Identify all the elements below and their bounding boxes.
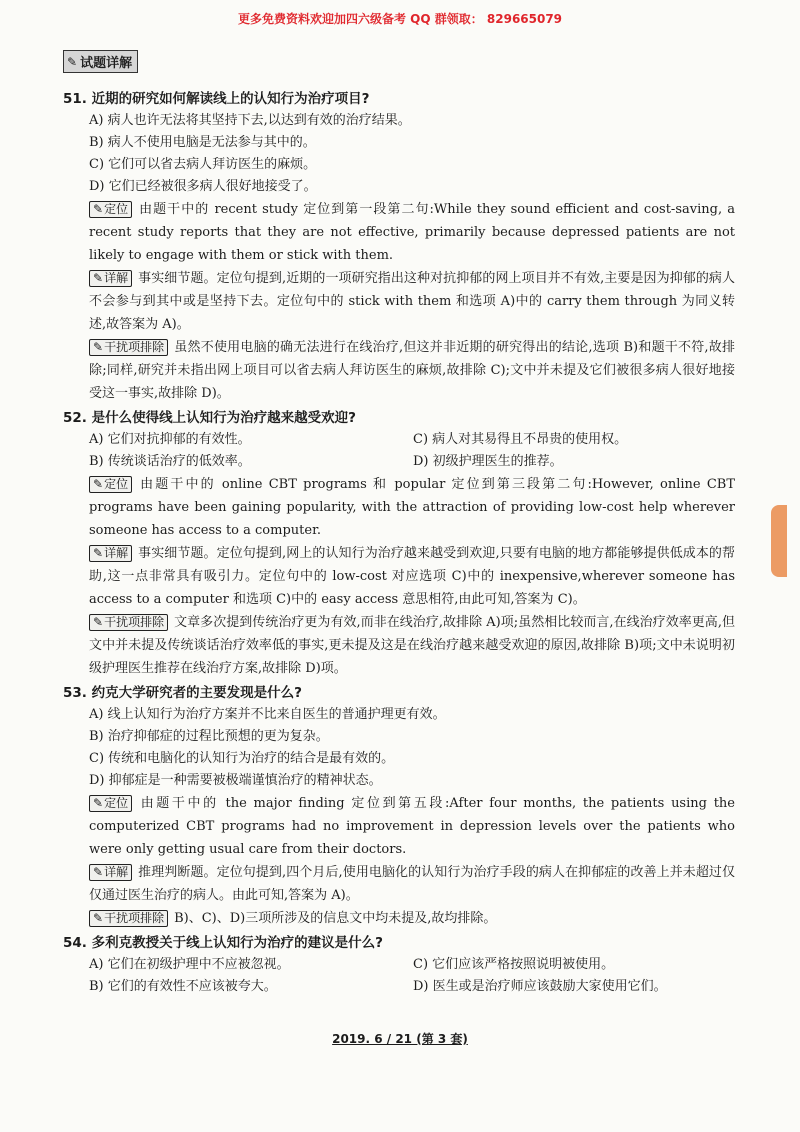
- pencil-icon: ✎: [93, 546, 104, 560]
- option-c: C) 它们可以省去病人拜访医生的麻烦。: [89, 157, 317, 172]
- page-edge-tab: [771, 505, 787, 577]
- explanation-distractor: [63, 611, 735, 680]
- explanation-distractor: [63, 336, 735, 405]
- question-title: 53. 约克大学研究者的主要发现是什么?: [63, 685, 302, 701]
- option-d: D) 它们已经被很多病人很好地接受了。: [89, 179, 317, 194]
- option-a: A) 它们对抗抑郁的有效性。: [89, 432, 251, 447]
- distractor-label: [89, 614, 168, 631]
- explanation-text: 由题干中的 online CBT programs 和 popular 定位到第三段第二句:However, online CBT programs have been gaining popularity, with the attraction of providing low-cost help wherever someone has access to a computer.: [89, 477, 735, 538]
- label-text: 定位: [104, 202, 129, 216]
- explanation-detail: [63, 861, 735, 907]
- pencil-icon: ✎: [93, 202, 104, 216]
- label-text: 干扰项排除: [104, 911, 165, 925]
- option-grid: [63, 429, 735, 473]
- pencil-icon: ✎: [93, 796, 104, 810]
- locate-label: [89, 476, 132, 493]
- question-54: [63, 932, 735, 998]
- explanation-text: 由题干中的 recent study 定位到第一段第二句:While they sound efficient and cost-saving, a recent study reports that they are not effective, primarily because depressed patients are not likely to engage with them or stick with them.: [89, 202, 735, 263]
- explanation-text: 事实细节题。定位句提到,网上的认知行为治疗越来越受到欢迎,只要有电脑的地方都能够提供低成本的帮助,这一点非常具有吸引力。定位句中的 low-cost 对应选项 C)中的 inexpensive,wherever someone has access to a computer 和选项 C)中的 easy access 意思相符,由此可知,答案为 C)。: [89, 546, 735, 607]
- section-heading: [63, 50, 138, 73]
- label-text: 详解: [104, 865, 129, 879]
- explanation-detail: [63, 267, 735, 336]
- explanation-text: 推理判断题。定位句提到,四个月后,使用电脑化的认知行为治疗手段的病人在抑郁症的改善上并未超过仅仅通过医生治疗的病人。由此可知,答案为 A)。: [89, 865, 735, 903]
- label-text: 详解: [104, 271, 129, 285]
- question-title: 51. 近期的研究如何解读线上的认知行为治疗项目?: [63, 91, 370, 107]
- locate-label: [89, 795, 132, 812]
- locate-label: [89, 201, 132, 218]
- option-b: B) 病人不使用电脑是无法参与其中的。: [89, 135, 316, 150]
- explanation-locate: [63, 198, 735, 267]
- label-text: 干扰项排除: [104, 615, 165, 629]
- pencil-icon: ✎: [93, 340, 104, 354]
- label-text: 详解: [104, 546, 129, 560]
- question-51: [63, 88, 735, 405]
- explanation-text: 文章多次提到传统治疗更为有效,而非在线治疗,故排除 A)项;虽然相比较而言,在线治疗效率更高,但文中并未提及传统谈话治疗效率低的事实,更未提及这是在线治疗越来越受欢迎的原因,故排除 B)项;文中未说明初级护理医生推荐在线治疗方案,故排除 D)项。: [89, 615, 735, 676]
- explanation-text: B)、C)、D)三项所涉及的信息文中均未提及,故均排除。: [174, 911, 497, 926]
- page-number: 2019. 6 / 21 (第 3 套): [332, 1032, 468, 1046]
- option-c: C) 病人对其易得且不昂贵的使用权。: [413, 432, 628, 447]
- question-list: [63, 86, 735, 998]
- explanation-text: 由题干中的 the major finding 定位到第五段:After four months, the patients using the computerized CBT programs had no improvement in depression levels over the patients who were only getting usual care from their doctors.: [89, 796, 735, 857]
- option-a: A) 线上认知行为治疗方案并不比来自医生的普通护理更有效。: [89, 707, 446, 722]
- explanation-distractor: [63, 907, 735, 930]
- option-b: B) 它们的有效性不应该被夸大。: [89, 979, 277, 994]
- section-title: 试题详解: [80, 56, 133, 71]
- distractor-label: [89, 339, 168, 356]
- option-grid: [63, 954, 735, 998]
- option-c: C) 传统和电脑化的认知行为治疗的结合是最有效的。: [89, 751, 395, 766]
- option-a: A) 它们在初级护理中不应被忽视。: [89, 957, 290, 972]
- promo-banner: 更多免费资料欢迎加四六级备考 QQ 群领取： 829665079: [237, 12, 563, 26]
- question-title: 52. 是什么使得线上认知行为治疗越来越受欢迎?: [63, 410, 356, 426]
- option-c: C) 它们应该严格按照说明被使用。: [413, 957, 615, 972]
- detail-label: [89, 545, 132, 562]
- explanation-text: 虽然不使用电脑的确无法进行在线治疗,但这并非近期的研究得出的结论,选项 B)和题干不符,故排除;同样,研究并未指出网上项目可以省去病人拜访医生的麻烦,故排除 C);文中并未提及它们被很多病人很好地接受这一事实,故排除 D)。: [89, 340, 735, 401]
- option-d: D) 抑郁症是一种需要被极端谨慎治疗的精神状态。: [89, 773, 382, 788]
- explanation-text: 事实细节题。定位句提到,近期的一项研究指出这种对抗抑郁的网上项目并不有效,主要是因为抑郁的病人不会参与到其中或是坚持下去。定位句中的 stick with them 和选项 A)中的 carry them through 为同义转述,故答案为 A)。: [89, 271, 735, 332]
- pencil-icon: ✎: [93, 477, 104, 491]
- label-text: 定位: [104, 477, 129, 491]
- pencil-icon: ✎: [67, 54, 78, 69]
- pencil-icon: ✎: [93, 271, 104, 285]
- option-a: A) 病人也许无法将其坚持下去,以达到有效的治疗结果。: [89, 113, 411, 128]
- detail-label: [89, 864, 132, 881]
- label-text: 干扰项排除: [104, 340, 165, 354]
- pencil-icon: ✎: [93, 911, 104, 925]
- option-b: B) 治疗抑郁症的过程比预想的更为复杂。: [89, 729, 329, 744]
- pencil-icon: ✎: [93, 615, 104, 629]
- pencil-icon: ✎: [93, 865, 104, 879]
- option-d: D) 医生或是治疗师应该鼓励大家使用它们。: [413, 979, 667, 994]
- distractor-label: [89, 910, 168, 927]
- explanation-locate: [63, 473, 735, 542]
- question-52: [63, 407, 735, 680]
- question-title: 54. 多利克教授关于线上认知行为治疗的建议是什么?: [63, 935, 383, 951]
- explanation-detail: [63, 542, 735, 611]
- option-d: D) 初级护理医生的推荐。: [413, 454, 563, 469]
- detail-label: [89, 270, 132, 287]
- explanation-locate: [63, 792, 735, 861]
- label-text: 定位: [104, 796, 129, 810]
- option-b: B) 传统谈话治疗的低效率。: [89, 454, 251, 469]
- page-footer: [0, 1030, 800, 1047]
- question-53: [63, 682, 735, 930]
